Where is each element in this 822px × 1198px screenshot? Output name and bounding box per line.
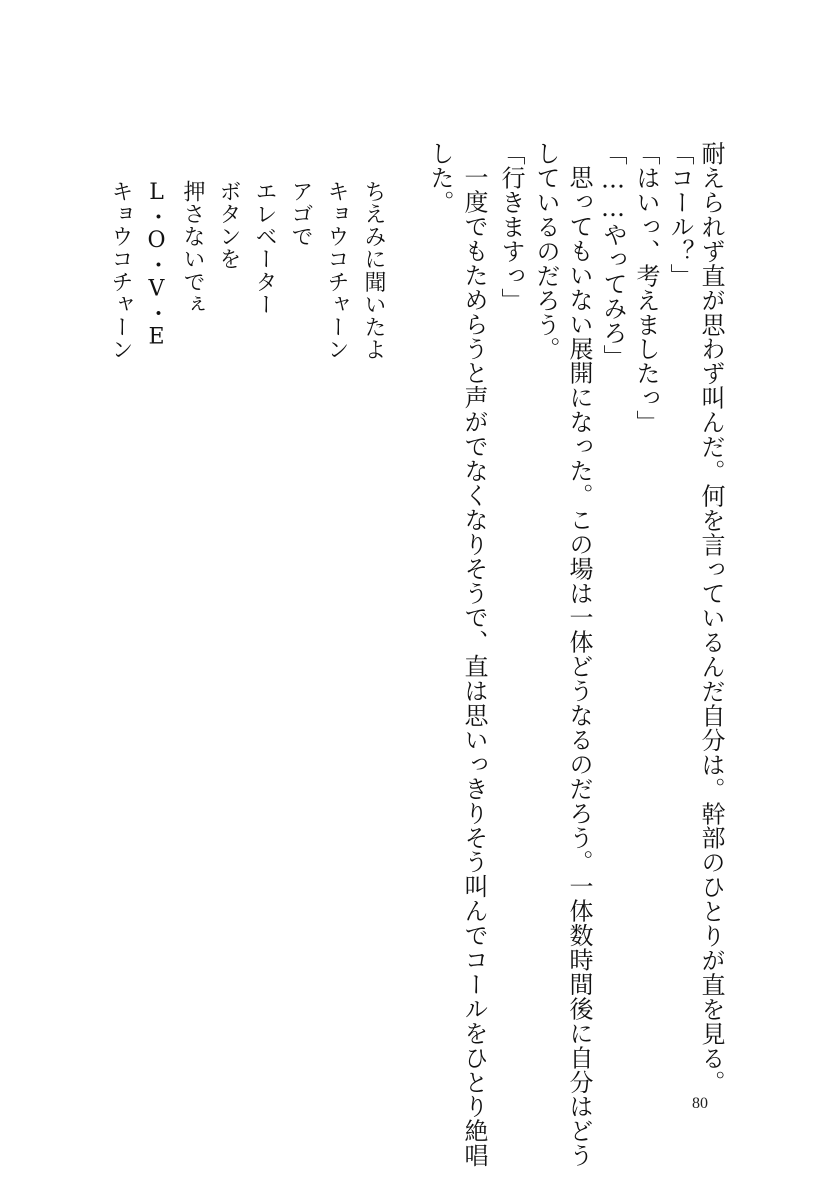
prose-line: 思ってもいない展開になった。この場は一体どうなるのだろう。一体数時間後に自分はどう <box>565 165 593 1168</box>
prose-line: 「はいっ、考えましたっ」 <box>632 141 660 435</box>
lyric-line: ちえみに聞いたよ <box>361 180 386 361</box>
prose-line: 耐えられず直が思わず叫んだ。何を言っているんだ自分は。幹部のひとりが直を見る。 <box>697 141 725 1095</box>
prose-line: しているのだろう。 <box>532 141 560 362</box>
prose-line: 「……やってみろ」 <box>599 141 627 370</box>
prose-line: した。 <box>426 141 454 215</box>
lyric-line: キョウコチャーン <box>324 180 349 361</box>
lyric-line: L・O・V・E <box>144 180 169 351</box>
lyric-line: 押さないでぇ <box>180 180 205 316</box>
lyric-line: アゴで <box>288 180 313 248</box>
page-number: 80 <box>692 1095 708 1112</box>
prose-line: 「コール？」 <box>666 141 694 288</box>
prose-line: 「行きますっ」 <box>497 141 525 313</box>
lyric-line: キョウコチャーン <box>108 180 133 361</box>
prose-line: 一度でもためらうと声がでなくなりそうで、直は思いっきりそう叫んでコールをひとり絶唱 <box>460 165 488 1168</box>
lyric-line: エレベーター <box>252 180 277 316</box>
lyric-line: ボタンを <box>216 180 241 271</box>
